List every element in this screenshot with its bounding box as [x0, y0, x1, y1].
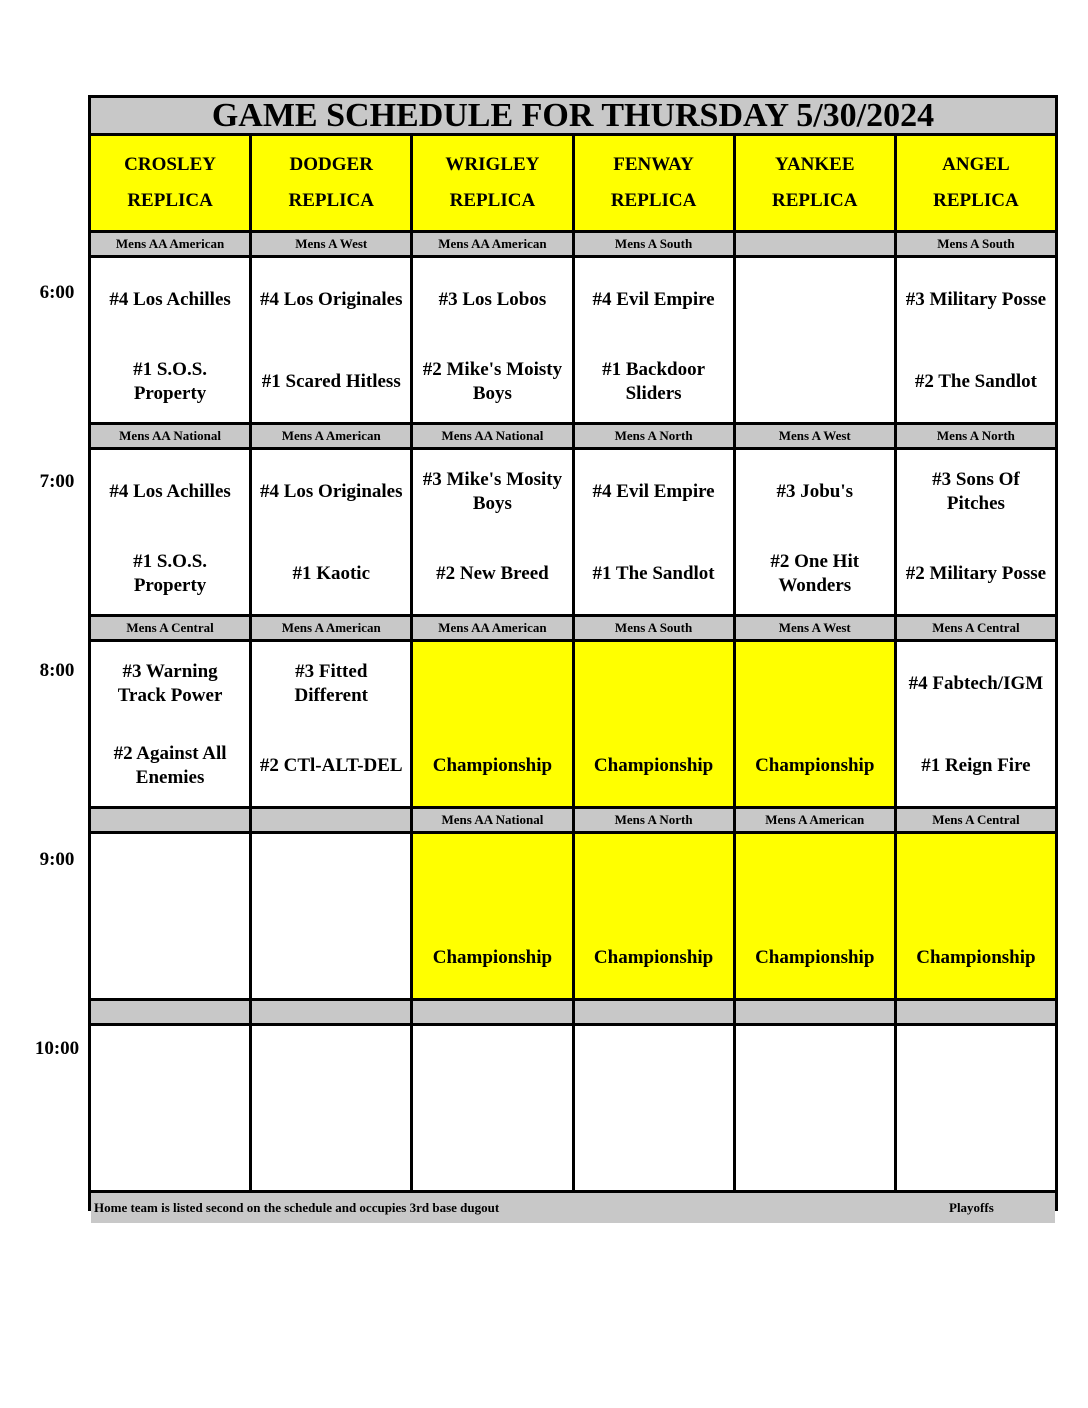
- home-team: [736, 1110, 894, 1190]
- division-label: Mens A South: [575, 233, 733, 255]
- home-team: [736, 342, 894, 422]
- division-label: Mens AA American: [91, 233, 249, 255]
- home-team: [575, 1110, 733, 1190]
- away-team: [91, 1026, 249, 1110]
- game-cell: [91, 834, 249, 998]
- game-cell: [897, 642, 1055, 806]
- division-label: [736, 1001, 894, 1023]
- game-cell: [575, 450, 733, 614]
- field-subtitle: REPLICA: [771, 190, 858, 211]
- away-team: [736, 642, 894, 726]
- field-header: [575, 136, 733, 230]
- time-label: 10:00: [34, 1038, 80, 1059]
- game-cell: [252, 642, 410, 806]
- division-label: Mens A West: [736, 425, 894, 447]
- home-team: #2 The Sandlot: [914, 371, 1037, 392]
- game-cell: [897, 1026, 1055, 1190]
- division-label: Mens A American: [736, 809, 894, 831]
- footer-bar: [91, 1193, 1055, 1223]
- game-cell: [252, 834, 410, 998]
- away-team: [736, 834, 894, 918]
- away-team: [252, 834, 410, 918]
- away-team: [897, 834, 1055, 918]
- schedule-table: [88, 95, 1058, 1215]
- home-team: [252, 1110, 410, 1190]
- division-label: Mens A Central: [897, 617, 1055, 639]
- time-label: 9:00: [39, 849, 75, 870]
- home-team: Championship: [755, 947, 875, 968]
- game-cell: [897, 834, 1055, 998]
- game-cell: [252, 450, 410, 614]
- away-team: #3 Military Posse: [905, 289, 1047, 310]
- division-label: Mens AA National: [91, 425, 249, 447]
- game-cell: [91, 450, 249, 614]
- field-subtitle: REPLICA: [288, 190, 374, 211]
- division-label: Mens AA National: [413, 425, 571, 447]
- home-team: #1 Kaotic: [292, 563, 371, 584]
- game-cell: [897, 450, 1055, 614]
- away-team: #4 Los Originales: [259, 289, 403, 310]
- field-name: YANKEE: [774, 154, 855, 175]
- time-label: 6:00: [39, 282, 75, 303]
- home-team: [91, 1110, 249, 1190]
- away-team: #3 Los Lobos: [438, 289, 547, 310]
- time-label: 8:00: [39, 660, 75, 681]
- away-team: [897, 1026, 1055, 1110]
- game-cell: [252, 1026, 410, 1190]
- away-team: [413, 834, 571, 918]
- game-cell: [897, 258, 1055, 422]
- footer-note: Home team is listed second on the schedule and occupies 3rd base dugout: [94, 1200, 500, 1215]
- game-cell: [575, 642, 733, 806]
- game-cell: [736, 450, 894, 614]
- field-name: CROSLEY: [124, 154, 216, 175]
- division-label: [252, 809, 410, 831]
- game-cell: [91, 258, 249, 422]
- away-team: [252, 1026, 410, 1110]
- field-subtitle: REPLICA: [127, 190, 213, 211]
- home-team: #1 Reign Fire: [921, 755, 1031, 776]
- division-label: [252, 1001, 410, 1023]
- division-label: Mens AA National: [413, 809, 571, 831]
- division-label: Mens A North: [897, 425, 1055, 447]
- game-cell: [736, 258, 894, 422]
- field-header: [91, 136, 249, 230]
- away-team: [575, 834, 733, 918]
- division-label: Mens AA American: [413, 233, 571, 255]
- home-team: Championship: [432, 947, 553, 968]
- playoffs-legend: Playoffs: [949, 1200, 994, 1215]
- away-team: #4 Los Originales: [259, 481, 403, 502]
- home-team: #2 Mike's Moisty Boys: [422, 359, 563, 404]
- field-subtitle: REPLICA: [933, 190, 1019, 211]
- game-cell: [252, 258, 410, 422]
- away-team: [575, 642, 733, 726]
- field-header: [413, 136, 571, 230]
- field-header: [897, 136, 1055, 230]
- game-cell: [736, 1026, 894, 1190]
- field-name: ANGEL: [942, 154, 1010, 175]
- division-label: Mens A South: [575, 617, 733, 639]
- away-team: #4 Los Achilles: [109, 481, 231, 502]
- home-team: #1 S.O.S. Property: [133, 551, 208, 596]
- field-header: [252, 136, 410, 230]
- home-team: #2 Against All Enemies: [113, 743, 227, 788]
- home-team: #2 New Breed: [436, 563, 549, 584]
- game-cell: [91, 1026, 249, 1190]
- field-name: WRIGLEY: [445, 154, 540, 175]
- game-cell: [413, 1026, 571, 1190]
- game-cell: [91, 642, 249, 806]
- game-cell: [736, 834, 894, 998]
- division-label: [91, 1001, 249, 1023]
- home-team: [252, 918, 410, 998]
- home-team: Championship: [593, 947, 714, 968]
- field-subtitle: REPLICA: [449, 190, 536, 211]
- home-team: [413, 1110, 571, 1190]
- home-team: #1 Scared Hitless: [261, 371, 401, 392]
- time-label: 7:00: [39, 471, 75, 492]
- field-name: FENWAY: [613, 154, 694, 175]
- division-label: [575, 1001, 733, 1023]
- away-team: #4 Los Achilles: [109, 289, 231, 310]
- division-label: [897, 1001, 1055, 1023]
- home-team: #1 S.O.S. Property: [133, 359, 208, 404]
- division-label: [413, 1001, 571, 1023]
- home-team: [897, 1110, 1055, 1190]
- home-team: Championship: [916, 947, 1036, 968]
- home-team: Championship: [755, 755, 875, 776]
- away-team: #4 Evil Empire: [592, 289, 715, 310]
- division-label: Mens A Central: [897, 809, 1055, 831]
- division-label: Mens A West: [252, 233, 410, 255]
- page-title: GAME SCHEDULE FOR THURSDAY 5/30/2024: [91, 98, 1055, 133]
- division-label: Mens A West: [736, 617, 894, 639]
- home-team: [91, 918, 249, 998]
- home-team: #2 Military Posse: [905, 563, 1047, 584]
- division-label: [736, 233, 894, 255]
- away-team: #3 Sons Of Pitches: [932, 469, 1020, 514]
- away-team: [736, 1026, 894, 1110]
- home-team: #2 One Hit Wonders: [770, 551, 860, 596]
- game-cell: [575, 1026, 733, 1190]
- game-cell: [575, 834, 733, 998]
- game-cell: [736, 642, 894, 806]
- game-cell: [413, 642, 571, 806]
- field-subtitle: REPLICA: [610, 190, 697, 211]
- away-team: [736, 258, 894, 342]
- game-cell: [575, 258, 733, 422]
- away-team: #3 Fitted Different: [294, 661, 368, 706]
- away-team: #3 Jobu's: [776, 481, 854, 502]
- home-team: #1 The Sandlot: [592, 563, 715, 584]
- away-team: [91, 834, 249, 918]
- division-label: Mens A North: [575, 425, 733, 447]
- division-label: Mens A Central: [91, 617, 249, 639]
- division-label: Mens A South: [897, 233, 1055, 255]
- home-team: Championship: [593, 755, 714, 776]
- away-team: [413, 1026, 571, 1110]
- away-team: [413, 642, 571, 726]
- away-team: #3 Mike's Mosity Boys: [422, 469, 563, 514]
- field-name: DODGER: [289, 154, 373, 175]
- game-cell: [413, 450, 571, 614]
- division-label: [91, 809, 249, 831]
- home-team: Championship: [432, 755, 553, 776]
- away-team: #3 Warning Track Power: [117, 661, 223, 706]
- division-label: Mens A North: [575, 809, 733, 831]
- division-label: Mens A American: [252, 425, 410, 447]
- away-team: #4 Fabtech/IGM: [908, 673, 1044, 694]
- home-team: #2 CTl-ALT-DEL: [259, 755, 403, 776]
- away-team: #4 Evil Empire: [592, 481, 715, 502]
- game-cell: [413, 834, 571, 998]
- division-label: Mens AA American: [413, 617, 571, 639]
- field-header: [736, 136, 894, 230]
- game-cell: [413, 258, 571, 422]
- away-team: [575, 1026, 733, 1110]
- division-label: Mens A American: [252, 617, 410, 639]
- home-team: #1 Backdoor Sliders: [602, 359, 706, 404]
